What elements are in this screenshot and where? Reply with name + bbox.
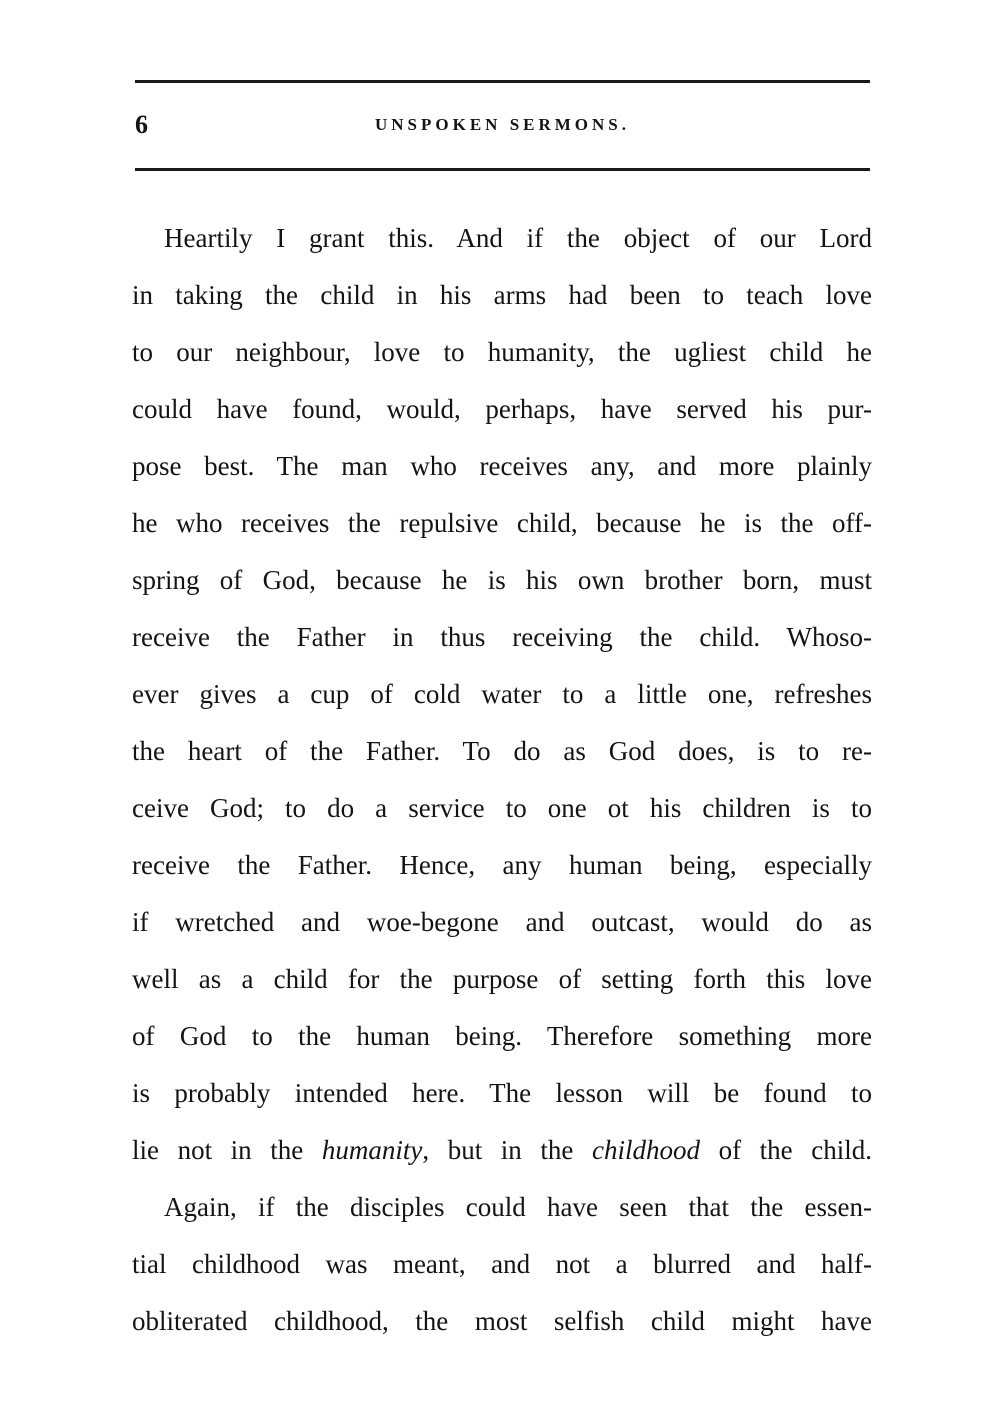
text-line: receive the Father. Hence, any human being, especially	[132, 850, 872, 880]
text-line	[132, 1122, 872, 1179]
text-line: pose best. The man who receives any, and more plainly	[132, 451, 872, 481]
text-line: of God to the human being. Therefore something more	[132, 1021, 872, 1051]
text-line: receive the Father in thus receiving the child. Whoso-	[132, 622, 872, 652]
text-line: in taking the child in his arms had been to teach love	[132, 280, 872, 310]
running-head	[135, 108, 870, 142]
text-line: tial childhood was meant, and not a blurred and half-	[132, 1249, 872, 1279]
text-line: spring of God, because he is his own brother born, must	[132, 565, 872, 595]
text-line: the heart of the Father. To do as God does, is to re-	[132, 736, 872, 766]
italic-childhood: childhood	[591, 1135, 700, 1165]
text-line: could have found, would, perhaps, have served his pur-	[132, 394, 872, 424]
text-line: he who receives the repulsive child, because he is the off-	[132, 508, 872, 538]
text-line: Again, if the disciples could have seen that the essen-	[164, 1192, 872, 1222]
text-run: , but in the	[422, 1135, 592, 1165]
text-line: obliterated childhood, the most selfish child might have	[132, 1306, 872, 1336]
header-rule-bottom	[135, 168, 870, 171]
paragraph-1	[132, 210, 872, 1179]
text-line: to our neighbour, love to humanity, the ugliest child he	[132, 337, 872, 367]
italic-humanity: humanity	[321, 1135, 423, 1165]
text-run: of the child.	[699, 1135, 872, 1165]
header-rule-top	[135, 80, 870, 83]
text-line: ceive God; to do a service to one ot his children is to	[132, 793, 872, 823]
body-text	[132, 210, 872, 1350]
paragraph-2	[132, 1179, 872, 1350]
text-line: well as a child for the purpose of setting forth this love	[132, 964, 872, 994]
text-line: ever gives a cup of cold water to a little one, refreshes	[132, 679, 872, 709]
page-number: 6	[135, 110, 148, 139]
text-line: is probably intended here. The lesson will be found to	[132, 1078, 872, 1108]
text-run: lie not in the	[132, 1135, 322, 1165]
text-line: if wretched and woe-begone and outcast, would do as	[132, 907, 872, 937]
text-line: Heartily I grant this. And if the object of our Lord	[164, 223, 872, 253]
running-title: UNSPOKEN SERMONS.	[374, 115, 631, 134]
